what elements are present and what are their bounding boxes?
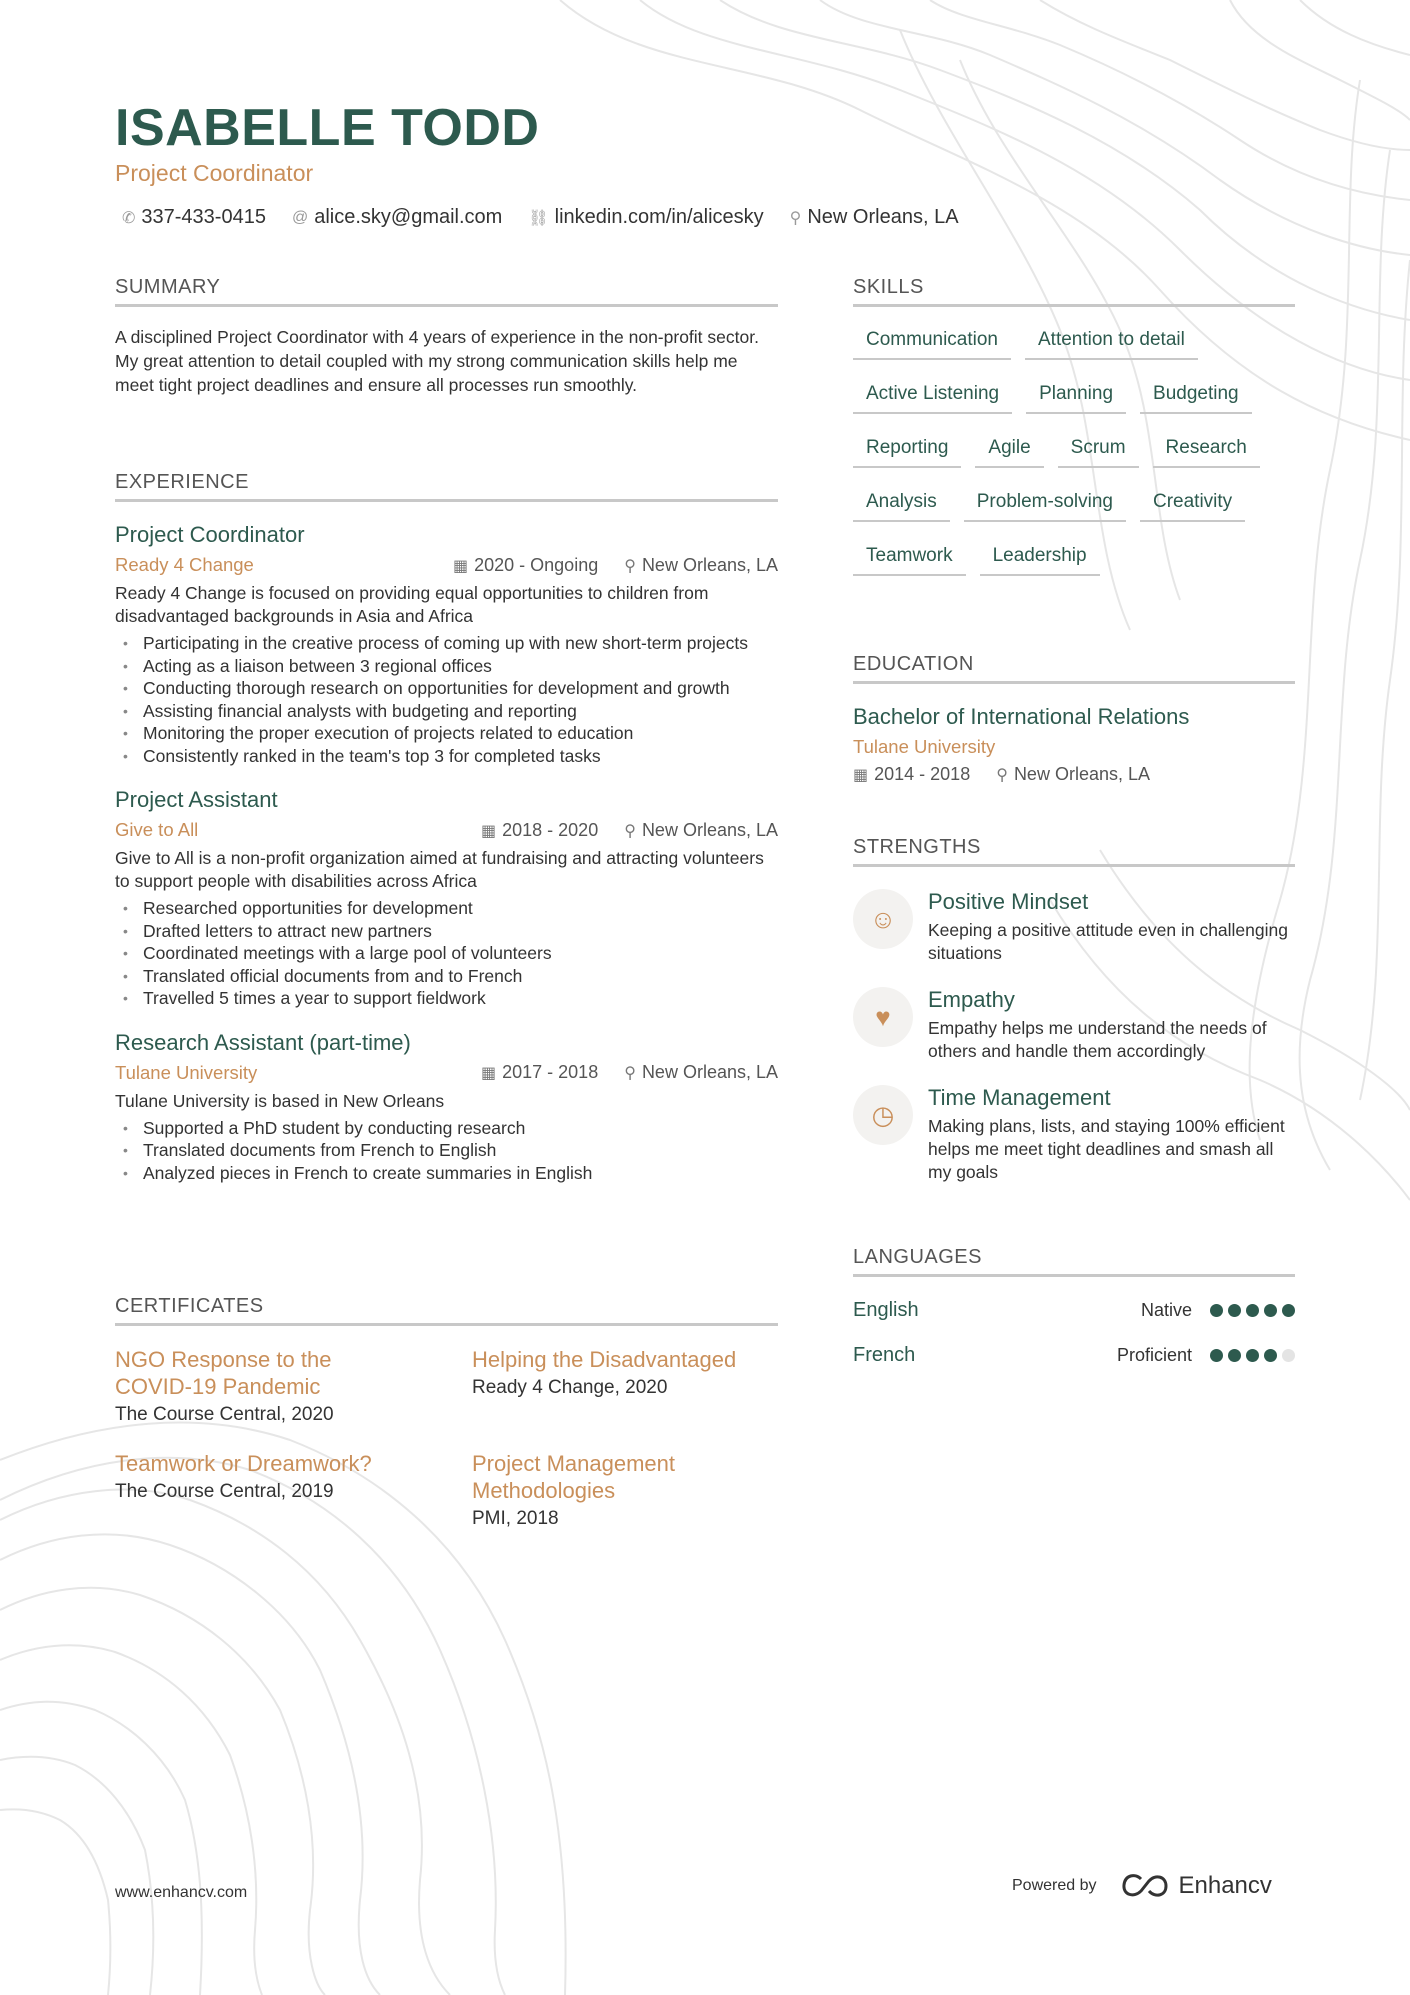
email-text: alice.sky@gmail.com: [314, 206, 503, 228]
language-level: Native: [1140, 1300, 1192, 1320]
job-bullet: • Acting as a liaison between 3 regional offices: [115, 655, 778, 678]
strength-title: Positive Mindset: [928, 889, 1089, 914]
education-location: New Orleans, LA: [1013, 764, 1150, 784]
certificate-item: [115, 1346, 472, 1426]
job-location: New Orleans, LA: [641, 1062, 778, 1082]
job-company: Give to All: [115, 819, 199, 840]
language-name: English: [853, 1299, 919, 1321]
certificate-org: The Course Central, 2019: [115, 1481, 334, 1502]
job-bullet: • Participating in the creative process of coming up with new short-term projects: [115, 632, 778, 655]
proficiency-dot: [1264, 1304, 1277, 1317]
certificate-name: Teamwork or Dreamwork?: [115, 1451, 372, 1476]
smiley-icon: ☺: [853, 889, 913, 949]
job-bullet: • Translated documents from French to English: [115, 1139, 778, 1162]
location-icon: ⚲: [996, 767, 1008, 784]
job-entry: [115, 1030, 778, 1185]
job-bullet: • Conducting thorough research on opportunities for development and growth: [115, 677, 778, 700]
languages-heading: LANGUAGES: [853, 1246, 1295, 1277]
skill-tag: Teamwork: [853, 545, 966, 576]
calendar-icon: ▦: [453, 557, 469, 575]
calendar-icon: ▦: [853, 767, 869, 784]
proficiency-dot: [1228, 1304, 1241, 1317]
summary-text: A disciplined Project Coordinator with 4 years of experience in the non-profit sector. My great attention to detail coupled with my strong communication skills help me meet tight project deadlines and ensure all processes run smoothly.: [115, 327, 759, 395]
footer-website[interactable]: www.enhancv.com: [115, 1884, 248, 1901]
contact-email[interactable]: [292, 206, 502, 229]
proficiency-dot: [1210, 1304, 1223, 1317]
calendar-icon: ▦: [481, 822, 497, 840]
proficiency-dots: [1210, 1349, 1295, 1362]
skill-tag: Research: [1153, 437, 1260, 468]
clock-icon: ◷: [853, 1085, 913, 1145]
certificate-name: NGO Response to the COVID-19 Pandemic: [115, 1347, 332, 1399]
skill-tag: Analysis: [853, 491, 950, 522]
job-bullets: [115, 1117, 778, 1185]
education-school: Tulane University: [853, 736, 996, 757]
experience-section: [115, 471, 778, 1184]
enhancv-logo-icon: [1121, 1873, 1169, 1899]
certificates-section: [115, 1295, 778, 1530]
language-item: [853, 1299, 1295, 1322]
job-description: Give to All is a non-profit organization aimed at fundraising and attracting volunteers to support people with disabilities across Africa: [115, 848, 764, 891]
skill-tag: Leadership: [980, 545, 1100, 576]
location-text: New Orleans, LA: [807, 206, 959, 228]
job-bullet: • Monitoring the proper execution of projects related to education: [115, 722, 778, 745]
summary-section: [115, 276, 778, 397]
job-bullet: • Coordinated meetings with a large pool of volunteers: [115, 942, 778, 965]
experience-heading: EXPERIENCE: [115, 471, 778, 502]
certificate-name: Helping the Disadvantaged: [472, 1347, 737, 1372]
certificate-item: [472, 1450, 778, 1530]
certificates-heading: CERTIFICATES: [115, 1295, 778, 1326]
certificate-item: [115, 1450, 472, 1530]
job-bullet: • Analyzed pieces in French to create summaries in English: [115, 1162, 778, 1185]
job-company: Tulane University: [115, 1061, 258, 1083]
footer-brand[interactable]: [1012, 1872, 1272, 1900]
proficiency-dots: [1210, 1304, 1295, 1317]
strength-item: [853, 1085, 1295, 1184]
skill-tag: Budgeting: [1140, 383, 1252, 414]
strength-title: Empathy: [928, 987, 1015, 1012]
contact-bar: [122, 206, 959, 229]
contact-linkedin[interactable]: [528, 206, 763, 229]
job-bullet: • Travelled 5 times a year to support fieldwork: [115, 987, 778, 1010]
phone-text: 337-433-0415: [141, 206, 266, 228]
job-description: Ready 4 Change is focused on providing equal opportunities to children from disadvantaged backgrounds in Asia and Africa: [115, 583, 709, 626]
job-bullet: • Assisting financial analysts with budgeting and reporting: [115, 700, 778, 723]
skill-tag: Creativity: [1140, 491, 1245, 522]
job-location: New Orleans, LA: [641, 554, 778, 575]
education-heading: EDUCATION: [853, 653, 1295, 684]
link-icon: ⛓: [528, 209, 549, 227]
contact-location: [790, 206, 959, 229]
skill-tag: Attention to detail: [1025, 329, 1198, 360]
strength-description: Keeping a positive attitude even in challenging situations: [928, 920, 1288, 963]
powered-by-text: Powered by: [1012, 1877, 1097, 1894]
strengths-heading: STRENGTHS: [853, 836, 1295, 867]
proficiency-dot: [1282, 1304, 1295, 1317]
location-icon: ⚲: [624, 822, 636, 840]
skill-tag: Planning: [1026, 383, 1126, 414]
at-icon: @: [291, 208, 309, 226]
job-dates: 2018 - 2020: [502, 819, 599, 840]
location-icon: ⚲: [624, 557, 636, 575]
skills-heading: SKILLS: [853, 276, 1295, 307]
candidate-title: Project Coordinator: [115, 160, 314, 186]
linkedin-text: linkedin.com/in/alicesky: [554, 206, 764, 228]
language-item: [853, 1344, 1295, 1367]
phone-icon: ✆: [122, 209, 136, 227]
job-bullet: • Supported a PhD student by conducting research: [115, 1117, 778, 1140]
proficiency-dot: [1246, 1349, 1259, 1362]
skill-tag: Agile: [975, 437, 1043, 468]
job-company: Ready 4 Change: [115, 554, 254, 575]
strength-description: Making plans, lists, and staying 100% efficient helps me meet tight deadlines and smash all my goals: [928, 1116, 1285, 1182]
skill-tag: Problem-solving: [964, 491, 1126, 522]
education-degree: Bachelor of International Relations: [853, 704, 1190, 729]
job-location: New Orleans, LA: [641, 819, 778, 840]
proficiency-dot: [1282, 1349, 1295, 1362]
language-name: French: [853, 1344, 916, 1366]
skill-tag: Scrum: [1058, 437, 1139, 468]
location-icon: ⚲: [789, 209, 802, 227]
certificate-org: Ready 4 Change, 2020: [472, 1377, 668, 1398]
education-section: [853, 653, 1295, 785]
candidate-name: ISABELLE TODD: [115, 99, 540, 157]
summary-heading: SUMMARY: [115, 276, 778, 307]
language-level: Proficient: [1116, 1345, 1192, 1365]
job-bullet: • Consistently ranked in the team's top 3 for completed tasks: [115, 745, 778, 768]
certificate-name: Project Management Methodologies: [472, 1451, 675, 1503]
job-bullets: [115, 897, 778, 1010]
job-bullet: • Translated official documents from and to French: [115, 965, 778, 988]
job-bullet: • Drafted letters to attract new partners: [115, 920, 778, 943]
strength-item: [853, 889, 1295, 965]
skill-tag: Active Listening: [853, 383, 1012, 414]
job-bullet: • Researched opportunities for development: [115, 897, 778, 920]
certificate-org: The Course Central, 2020: [115, 1404, 334, 1425]
calendar-icon: ▦: [481, 1065, 497, 1082]
skills-section: [853, 276, 1295, 576]
location-icon: ⚲: [624, 1065, 636, 1082]
brand-name: Enhancv: [1178, 1872, 1272, 1899]
proficiency-dot: [1228, 1349, 1241, 1362]
job-title: Project Assistant: [115, 787, 278, 812]
proficiency-dot: [1210, 1349, 1223, 1362]
job-dates: 2020 - Ongoing: [474, 554, 599, 575]
job-entry: [115, 522, 778, 767]
job-dates: 2017 - 2018: [502, 1062, 599, 1082]
strength-description: Empathy helps me understand the needs of others and handle them accordingly: [928, 1018, 1267, 1061]
heart-hand-icon: ♥: [853, 987, 913, 1047]
job-title: Project Coordinator: [115, 522, 305, 547]
job-bullets: [115, 632, 778, 767]
skill-tag: Reporting: [853, 437, 961, 468]
job-description: Tulane University is based in New Orleans: [115, 1090, 445, 1111]
job-title: Research Assistant (part-time): [115, 1029, 411, 1055]
strengths-section: [853, 836, 1295, 1184]
skill-tag: Communication: [853, 329, 1011, 360]
proficiency-dot: [1246, 1304, 1259, 1317]
skills-list: [853, 329, 1295, 576]
education-dates: 2014 - 2018: [874, 764, 971, 784]
certificate-org: PMI, 2018: [472, 1508, 559, 1529]
certificate-item: [472, 1346, 778, 1426]
strength-title: Time Management: [928, 1085, 1111, 1110]
job-entry: [115, 787, 778, 1010]
contact-phone[interactable]: [122, 206, 266, 229]
proficiency-dot: [1264, 1349, 1277, 1362]
strength-item: [853, 987, 1295, 1063]
languages-section: [853, 1246, 1295, 1367]
